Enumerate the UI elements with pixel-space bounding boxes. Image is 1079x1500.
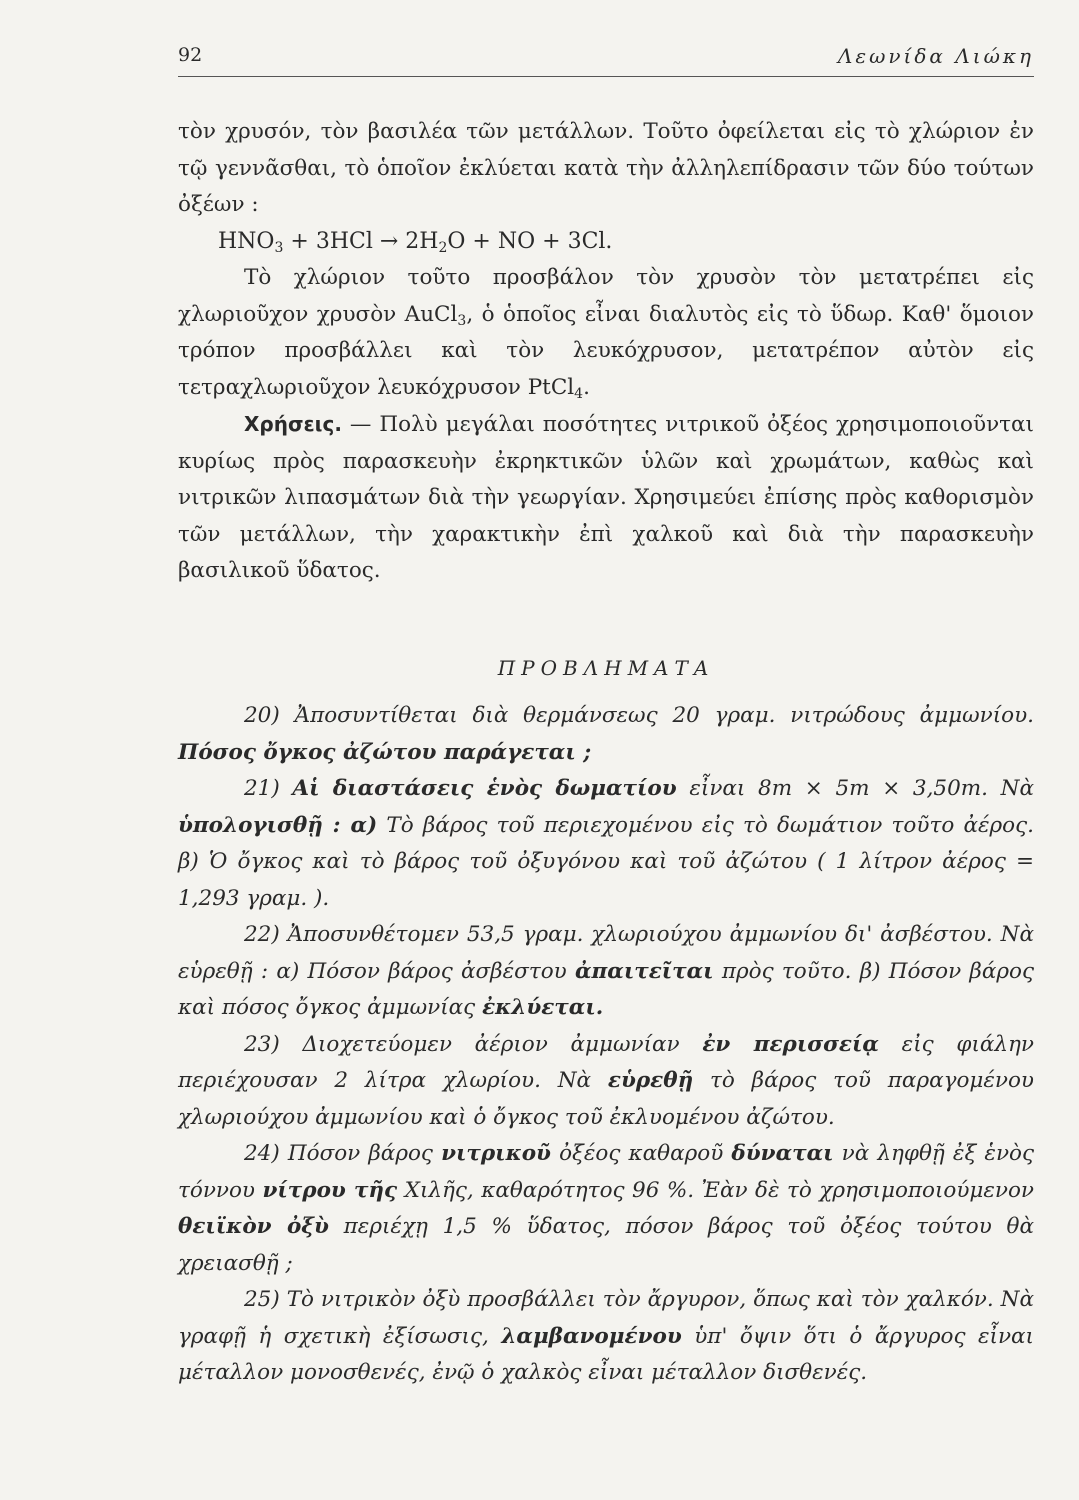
running-head: Λεωνίδα Λιώκη	[837, 44, 1034, 68]
problems-title: ΠΡΟΒΛΗΜΑΤΑ	[497, 655, 715, 680]
page-body	[178, 114, 1034, 1392]
problem-21: 21) Αἱ διαστάσεις ἑνὸς δωματίου εἶναι 8m × 5m × 3,50m. Νὰ ὑπολογισθῇ : α) Τὸ βάρος τοῦ περιεχομένου εἰς τὸ δωμάτιον τοῦτο ἀέρος. β) Ὁ ὄγκος καὶ τὸ βάρος τοῦ ὀξυγόνου καὶ τοῦ ἀζώτου ( 1 λίτρον ἀέρος = 1,293 γραμ. ).	[178, 776, 1034, 911]
problem-25: 25) Τὸ νιτρικὸν ὀξὺ προσβάλλει τὸν ἄργυρον, ὅπως καὶ τὸν χαλκόν. Νὰ γραφῇ ἡ σχετικὴ ἐξίσωσις, λαμβανομένου ὑπ' ὄψιν ὅτι ὁ ἄργυρος εἶναι μέταλλον μονοσθενές, ἐνῷ ὁ χαλκὸς εἶναι μέταλλον δισθενές.	[178, 1287, 1034, 1385]
problem-24: 24) Πόσον βάρος νιτρικοῦ ὀξέος καθαροῦ δύναται νὰ ληφθῇ ἐξ ἑνὸς τόννου νίτρου τῆς Χιλῆς, καθαρότητος 96 %. Ἐὰν δὲ τὸ χρησιμοποιούμενον θειϊκὸν ὀξὺ περιέχῃ 1,5 % ὕδατος, πόσον βάρος τοῦ ὀξέος τούτου θὰ χρειασθῇ ;	[178, 1141, 1035, 1276]
chemical-equation: $HNO_3 + 3HCl \to 2H_2O$ + NO + 3Cl.	[218, 228, 613, 256]
problem-20: 20) Ἀποσυντίθεται διὰ θερμάνσεως 20 γραμ. νιτρώδους ἀμμωνίου. Πόσος ὄγκος ἀζώτου παράγεται ;	[178, 703, 1034, 765]
uses-heading: Χρήσεις.	[244, 412, 342, 436]
paragraph-chlorine: Τὸ χλώριον τοῦτο προσβάλον τὸν χρυσὸν τὸν μετατρέπει εἰς χλωριοῦχον χρυσὸν AuCl$_3$, ὁ ὁποῖος εἶναι διαλυτὸς εἰς τὸ ὕδωρ. Καθ' ὅμοιον τρόπον προσβάλλει καὶ τὸν λευκόχρυσον, μετατρέπον αὐτὸν εἰς τετραχλωριοῦχον λευκόχρυσον PtCl$_4$.	[178, 265, 1034, 402]
problem-23: 23) Διοχετεύομεν ἀέριον ἀμμωνίαν ἐν περισσείᾳ εἰς φιάλην περιέχουσαν 2 λίτρα χλωρίου. Νὰ εὑρεθῇ τὸ βάρος τοῦ παραγομένου χλωριούχου ἀμμωνίου καὶ ὁ ὄγκος τοῦ ἐκλυομένου ἀζώτου.	[178, 1031, 1034, 1130]
page-header	[178, 42, 1034, 77]
problem-22: 22) Ἀποσυνθέτομεν 53,5 γραμ. χλωριούχου ἀμμωνίου δι' ἀσβέστου. Νὰ εὑρεθῇ : α) Πόσον βάρος ἀσβέστου ἀπαιτεῖται πρὸς τοῦτο. β) Πόσον βάρος καὶ πόσος ὄγκος ἀμμωνίας ἐκλύεται.	[178, 922, 1034, 1020]
page-number: 92	[178, 44, 203, 66]
paragraph-uses: Χρήσεις. — Πολὺ μεγάλαι ποσότητες νιτρικοῦ ὀξέος χρησιμοποιοῦνται κυρίως πρὸς παρασκευὴν ἐκρηκτικῶν ὑλῶν καὶ χρωμάτων, καθὼς καὶ νιτρικῶν λιπασμάτων διὰ τὴν γεωργίαν. Χρησιμεύει ἐπίσης πρὸς καθορισμὸν τῶν μετάλλων, τὴν χαρακτικὴν ἐπὶ χαλκοῦ καὶ διὰ τὴν παρασκευὴν βασιλικοῦ ὕδατος.	[178, 412, 1034, 583]
paragraph-gold: τὸν χρυσόν, τὸν βασιλέα τῶν μετάλλων. Τοῦτο ὀφείλεται εἰς τὸ χλώριον ἐν τῷ γεννᾶσθαι, τὸ ὁποῖον ἐκλύεται κατὰ τὴν ἀλληλεπίδρασιν τῶν δύο τούτων ὀξέων :	[178, 119, 1034, 217]
